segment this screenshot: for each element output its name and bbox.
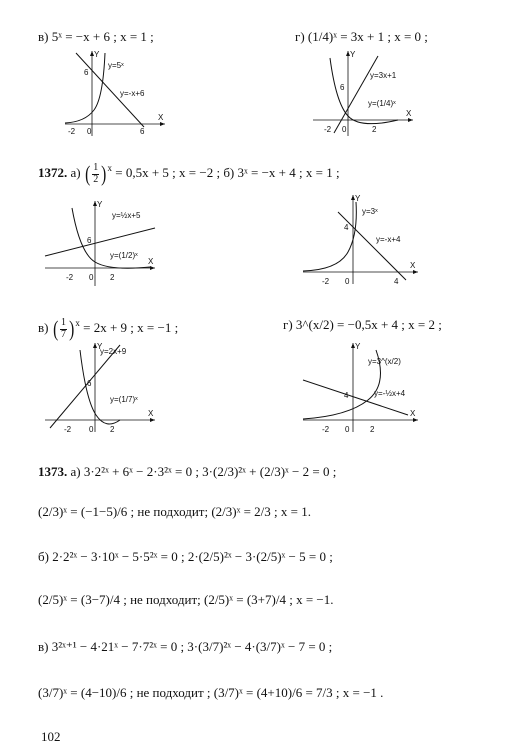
axis-y-label: Y	[350, 50, 356, 59]
equation-text: = 0,5x + 5 ; x = −2 ; б) 3ˣ = −x + 4 ; x = 1 ;	[112, 164, 340, 180]
axis-x-label: X	[410, 261, 416, 270]
tick-label: -2	[68, 127, 76, 136]
tick-label: -2	[64, 425, 72, 434]
item-label: г)	[283, 317, 293, 332]
ex-1373-b-line2	[38, 593, 333, 606]
g1-label-line: y=-x+6	[120, 89, 145, 98]
page-number: 102	[41, 729, 61, 744]
tick-label: 0	[89, 425, 94, 434]
axis-x-label: X	[158, 113, 164, 122]
g6-label-line: y=-½x+4	[374, 389, 406, 398]
axis-y-label: Y	[94, 50, 100, 59]
ex-1373-v-line2	[38, 686, 383, 699]
tick-label: 0	[345, 277, 350, 286]
tick-label: 0	[89, 273, 94, 282]
tick-label: 6	[84, 68, 89, 77]
item-label: в)	[38, 319, 49, 335]
ex-v-equation	[38, 30, 154, 43]
tick-label: 4	[344, 391, 349, 400]
tick-label: -2	[322, 277, 330, 286]
item-label: г)	[295, 29, 305, 44]
g6-label-exp: y=3^(x/2)	[368, 357, 401, 366]
graph-half-x-vs-line	[40, 198, 170, 293]
equation-text: (1/4)ˣ = 3x + 1 ; x = 0 ;	[307, 29, 428, 44]
g2-label-line: y=3x+1	[370, 71, 397, 80]
graph-quarter-x-vs-line	[308, 48, 418, 143]
ex-1372-v-equation: в) ( $\frac{1}{7}$ )$^x$ = 2x + 9 ; x = −1 ;	[38, 316, 179, 341]
axis-y-label: Y	[97, 200, 103, 209]
tick-label: 2	[110, 425, 115, 434]
graph-seventh-x-vs-line	[40, 340, 160, 440]
item-label: а)	[70, 164, 81, 180]
graph-5x-vs-line	[60, 48, 170, 143]
ex-1373-a-line2	[38, 505, 311, 518]
tick-label: 0	[345, 425, 350, 434]
g5-label-line: y=2x+9	[100, 347, 127, 356]
g1-label-exp: y=5ˣ	[108, 61, 124, 70]
equation-text: 3^(x/2) = −0,5x + 4 ; x = 2 ;	[295, 317, 442, 332]
equation-text: (2/5)ˣ = (3−7)/4 ; не подходит; (2/5)ˣ = (3+7)/4 ; x = −1.	[38, 592, 334, 607]
graph-3x-vs-line	[298, 192, 423, 292]
equation-text: а) 3·2²ˣ + 6ˣ − 2·3²ˣ = 0 ; 3·(2/3)²ˣ + (2/3)ˣ − 2 = 0 ;	[70, 464, 337, 479]
equation-text: 5ˣ = −x + 6 ; x = 1 ;	[51, 29, 154, 44]
tick-label: -2	[66, 273, 74, 282]
g2-label-exp: y=(1/4)ˣ	[368, 99, 396, 108]
numerator: 1	[61, 317, 67, 328]
ex-1373-b-line1	[38, 550, 333, 563]
equation-text: б) 2·2²ˣ − 3·10ˣ − 5·5²ˣ = 0 ; 2·(2/5)²ˣ − 3·(2/5)ˣ − 5 = 0 ;	[38, 549, 333, 564]
tick-label: -2	[324, 125, 332, 134]
item-label: в)	[38, 29, 49, 44]
ex-g-equation	[295, 30, 428, 43]
tick-label: 0	[342, 125, 347, 134]
denominator: 7	[61, 328, 67, 340]
graph-3-half-x-vs-line	[298, 340, 423, 440]
tick-label: 6	[87, 236, 92, 245]
axis-x-label: X	[148, 409, 154, 418]
exercise-number: 1373.	[38, 464, 68, 479]
tick-label: 6	[340, 83, 345, 92]
equation-text: (3/7)ˣ = (4−10)/6 ; не подходит ; (3/7)ˣ = (4+10)/6 = 7/3 ; x = −1 .	[38, 685, 384, 700]
axis-x-label: X	[410, 409, 416, 418]
tick-label: 4	[394, 277, 399, 286]
g3-label-line: y=½x+5	[112, 211, 141, 220]
equation-text: в) 3²ˣ⁺¹ − 4·21ˣ − 7·7²ˣ = 0 ; 3·(3/7)²ˣ − 4·(3/7)ˣ − 7 = 0 ;	[38, 639, 333, 654]
denominator: 2	[93, 173, 99, 185]
tick-label: -2	[322, 425, 330, 434]
tick-label: 4	[344, 223, 349, 232]
g4-label-line: y=-x+4	[376, 235, 401, 244]
ex-1372-g-equation	[283, 318, 442, 331]
g5-label-exp: y=(1/7)ˣ	[110, 395, 138, 404]
g3-label-exp: y=(1/2)ˣ	[110, 251, 138, 260]
exercise-number: 1372.	[38, 164, 68, 180]
axis-y-label: Y	[355, 342, 361, 351]
axis-y-label: Y	[355, 194, 361, 203]
fraction	[92, 163, 99, 185]
axis-y-label: Y	[97, 342, 103, 351]
tick-label: 2	[370, 425, 375, 434]
numerator: 1	[93, 162, 99, 173]
tick-label: 0	[87, 127, 92, 136]
equation-text: (2/3)ˣ = (−1−5)/6 ; не подходит; (2/3)ˣ = 2/3 ; x = 1.	[38, 504, 311, 519]
equation-text: = 2x + 9 ; x = −1 ;	[79, 319, 179, 335]
fraction	[60, 318, 67, 340]
axis-x-label: X	[406, 109, 412, 118]
tick-label: 2	[372, 125, 377, 134]
ex-1373-v-line1	[38, 640, 332, 653]
ex-1372-ab-equations: 1372. а) ( $\frac{1}{2}$ )$^x$ = 0,5x + 5 ; x = −2 ; б) 3ˣ = −x + 4 ; x = 1 ;	[38, 161, 340, 186]
axis-x-label: X	[148, 257, 154, 266]
tick-label: 6	[140, 127, 145, 136]
g4-label-exp: y=3ˣ	[362, 207, 378, 216]
tick-label: 6	[87, 379, 92, 388]
tick-label: 2	[110, 273, 115, 282]
ex-1373-a-line1	[38, 465, 336, 478]
